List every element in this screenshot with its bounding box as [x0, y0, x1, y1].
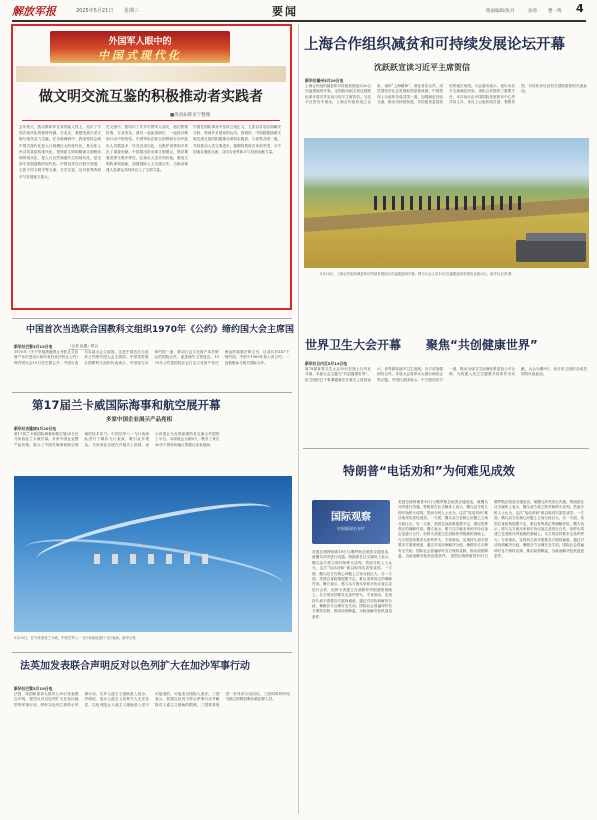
feature-banner: [50, 31, 230, 63]
france-top-rule: [12, 652, 292, 653]
un-lead: （记者 崔鑫）联合: [68, 344, 98, 348]
trump-column-badge-box: [312, 500, 390, 544]
trump-headline: 特朗普“电话劝和”为何难见成效: [343, 464, 515, 478]
feature-body-col1: 去年秋天，我以维和军官身份踏入热土，见识了中国式现代化的独特内涵。在北京，我感受到古老文明与现代活力交融。在各地调研中，我深刻体会到中国式现代化是人口规模巨大的现代化，是全体人民共同富裕的现代化，是物质文明和精神文明相协调的现代化，是人与自然和谐共生的现代化，是走和平发展道路的现代化。中国坚持在开放中发展，主张不同文明平等交流、互学互鉴，这对世界的和平与发展意义重大。: [19, 125, 101, 179]
who-body: 第78届世界卫生大会19日在瑞士日内瓦开幕，本届大会主题为“共创健康世界”。世卫组织总干事谭德塞在开幕式上致辞表示，世界面临诸多卫生挑战，各方应加强团结合作。本届大会将审议大流行病协定等议题。中国代表团表示，中方愿同各方一道，推动全球卫生治理体系更加公平合理，为构建人类卫生健康共同体作出贡献。大会为期9天，来自世卫组织各成员国的代表参加。: [305, 367, 587, 382]
feature-divider: [22, 120, 280, 121]
trump-body-text-2: 美国总统特朗普19日与俄罗斯总统普京通电话，就俄乌冲突进行沟通。特朗普在社交媒体上表示，俄乌双方将立即开始停火谈判。然而分析人士认为，这次“电话劝和”难以取得实质性成效。一方面，俄乌双方在核心问题上立场分歧巨大；另一方面，美国自身政策摇摆不定，难以发挥真正的调解作用。俄方表示，愿与乌方就未来和平协议备忘录进行合作，但停火须建立在消除冲突根源的基础上。乌方则坚持要求无条件停火。专家指出，实现持久和平需要各方展现诚意，通过对话协商解决分歧，兼顾各方合理安全关切。国际社会普遍呼吁各方保持克制，推动局势降温，为政治解决危机创造条件。: [398, 500, 488, 559]
feature-body-col3: 中国在国际事务中坚持公道正义，主张以对话协商解决分歧，得到许多国家的认同。我相信，中国将继续做文明交流互鉴的积极推动者和实践者，与世界各国一道，共同推动人类文明进步。我期待着再次来到中国，与中国朋友继续交流，共同为世界和平与发展贡献力量。: [193, 125, 281, 154]
who-dateline: 新华社日内瓦5月19日电: [305, 361, 348, 366]
langkawi-jets: [94, 554, 214, 564]
france-body: 法国、英国和加拿大领导人19日发表联合声明，强烈反对以色列扩大在加沙地带的军事行动，呼吁以色列立即停止军事行动，允许人道主义援助进入加沙。声明说，加沙人道主义局势令人无法容忍，以色列阻止人道主义援助进入是不可接受的，可能违反国际人道法。三国表示，如果以色列不停止军事行动并解除对人道主义援助的限制，三国将采取进一步具体行动回应。三国同时呼吁哈马斯立即释放剩余被扣押人员。: [14, 692, 290, 707]
langkawi-dateline: 新华社吉隆坡5月20日电: [14, 426, 57, 431]
masthead-contact-3: 楚一鸣: [548, 9, 562, 14]
masthead: [0, 0, 597, 20]
langkawi-subhead: 多家中国企业展示产品亮相: [106, 417, 173, 423]
page-number: 4: [576, 2, 584, 15]
feature-photo-strip: [16, 66, 286, 82]
shanghai-photo-caption: 5月20日，上海合作组织减贫和可持续发展论坛在福建福州开幕。图为与会人员19日在福建福州参观农业展示区。新华社记者 摄: [320, 272, 512, 276]
masthead-date: 2025年5月21日: [76, 8, 114, 14]
trump-column-badge: 国际观察: [331, 512, 371, 523]
un-top-rule: [12, 318, 292, 319]
who-headline-2: 聚焦“共创健康世界”: [426, 338, 538, 352]
section-title: 要闻: [272, 5, 298, 18]
un-dateline: 新华社巴黎5月19日电: [14, 344, 53, 349]
un-headline: 中国首次当选联合国教科文组织1970年《公约》缔约国大会主席国: [26, 325, 295, 335]
shanghai-subhead: 沈跃跃宣读习近平主席贺信: [374, 63, 470, 72]
trump-body-text-3: 美国总统特朗普19日与俄罗斯总统普京通电话，就俄乌冲突进行沟通。特朗普在社交媒体上表示，俄乌双方将立即开始停火谈判。然而分析人士认为，这次“电话劝和”难以取得实质性成效。一方面，俄乌双方在核心问题上立场分歧巨大；另一方面，美国自身政策摇摆不定，难以发挥真正的调解作用。俄方表示，愿与乌方就未来和平协议备忘录进行合作，但停火须建立在消除冲突根源的基础上。乌方则坚持要求无条件停火。专家指出，实现持久和平需要各方展现诚意，通过对话协商解决分歧，兼顾各方合理安全关切。国际社会普遍呼吁各方保持克制，推动局势降温，为政治解决危机创造条件。: [450, 500, 584, 559]
feature-banner-line1: 外国军人眼中的: [108, 37, 172, 47]
un-body: 1970年《关于采取措施禁止并防止文化财产非法进出口和所有权非法转让公约》缔约国大会19日在巴黎召开，中国当选为本届大会主席国。这是中国首次当选该公约缔约国大会主席国。中国常驻联合国教科文组织代表表示，中国将与各缔约国一道，推动打击文化财产非法贩运的国际合作，促进流失文物返还。1970年公约是国际社会打击文化财产非法贩运的重要法律文书，目前共有147个缔约国。中国于1989年加入该公约，一直积极参与相关国际合作。: [14, 350, 289, 365]
langkawi-body: 第17届兰卡威国际海事和航空展20日在马来西亚兰卡威开幕。多家中国企业携产品亮相，展示了中国在海事和航空领域的技术实力。中国空军八一飞行表演队进行了精彩飞行表演，吸引众多观众。马来西亚总理在开幕式上致辞，表示该展会为各国加强防务交流合作提供了平台。本届展会为期5天，吸引了来自30多个国家和地区的数百家参展商。: [14, 432, 220, 447]
shanghai-photo-people: [374, 196, 524, 210]
shanghai-headline: 上海合作组织减贫和可持续发展论坛开幕: [304, 37, 565, 53]
who-headline: 世界卫生大会开幕: [305, 338, 402, 352]
langkawi-photo: [14, 476, 292, 632]
shanghai-body: 上海合作组织减贫和可持续发展论坛20日在福建福州开幕。全国政协副主席沈跃跃出席开幕式并宣读习近平主席贺信。习近平在贺信中指出，上海合作组织成立以来，秉持“上海精神”，深化务实合作，成员国经济社会发展取得显著成就。中国愿同上合组织各成员国一道，加强减贫经验交流，推动可持续发展，共同建设更加美好的地区家园。与会嘉宾表示，论坛为各方交流减贫经验、深化合作提供了重要平台。本次论坛由中国国际发展知识中心等共同主办，来自上合组织成员国、观察员国、对话伙伴以及有关国际组织的代表参加。: [305, 84, 587, 105]
feature-banner-line2: 中国式现代化: [98, 49, 182, 62]
france-headline: 法英加发表联合声明反对以色列扩大在加沙军事行动: [20, 661, 250, 672]
masthead-rule: [12, 20, 586, 22]
shanghai-photo-machine: [516, 240, 586, 262]
masthead-contact-1: 版面编辑/张丹: [486, 9, 515, 14]
langkawi-headline: 第17届兰卡威国际海事和航空展开幕: [32, 398, 221, 412]
shanghai-dateline: 新华社福州5月20日电: [305, 78, 344, 83]
center-column-rule: [298, 24, 299, 814]
trump-body-text-1: 美国总统特朗普19日与俄罗斯总统普京通电话，就俄乌冲突进行沟通。特朗普在社交媒体上表示，俄乌双方将立即开始停火谈判。然而分析人士认为，这次“电话劝和”难以取得实质性成效。一方面，俄乌双方在核心问题上立场分歧巨大；另一方面，美国自身政策摇摆不定，难以发挥真正的调解作用。俄方表示，愿与乌方就未来和平协议备忘录进行合作，但停火须建立在消除冲突根源的基础上。乌方则坚持要求无条件停火。专家指出，实现持久和平需要各方展现诚意，通过对话协商解决分歧，兼顾各方合理安全关切。国际社会普遍呼吁各方保持克制，推动局势降温，为政治解决危机创造条件。: [312, 550, 392, 619]
masthead-weekday: 星期三: [124, 8, 140, 14]
feature-byline: ■巩真如辉亚宁整理: [170, 113, 211, 118]
langkawi-top-rule: [12, 392, 292, 393]
masthead-logo: 解放军报: [12, 5, 56, 18]
langkawi-photo-caption: 5月20日，在马来西亚兰卡威，中国空军八一飞行表演队进行飞行表演。新华社发: [14, 636, 136, 640]
trump-body-right: [398, 500, 584, 802]
france-dateline: 新华社巴黎5月19日电: [14, 686, 53, 691]
shanghai-photo-machine-arm: [526, 233, 586, 241]
masthead-contact-2: 孙琦: [528, 9, 537, 14]
feature-body-col2: 在交流中，我结识了许多中国军人朋友，他们热情好客、专业务实。我们一起参加研讨、一起探讨维和行动中的经验。中国军队在联合国维和行动中派出人员数量多、任务完成出色，为维护世界和平作出了重要贡献。中国提出的全球文明倡议，倡导尊重世界文明多样性，弘扬全人类共同价值，重视文明传承和创新，加强国际人文交流合作，为推动构建人类命运共同体注入了文明力量。: [106, 125, 188, 173]
feature-headline: 做文明交流互鉴的积极推动者实践者: [39, 89, 263, 105]
trump-column-sub: 中国新闻名专栏: [337, 526, 365, 531]
trump-body-left: [312, 550, 392, 802]
shanghai-photo: [304, 138, 589, 268]
